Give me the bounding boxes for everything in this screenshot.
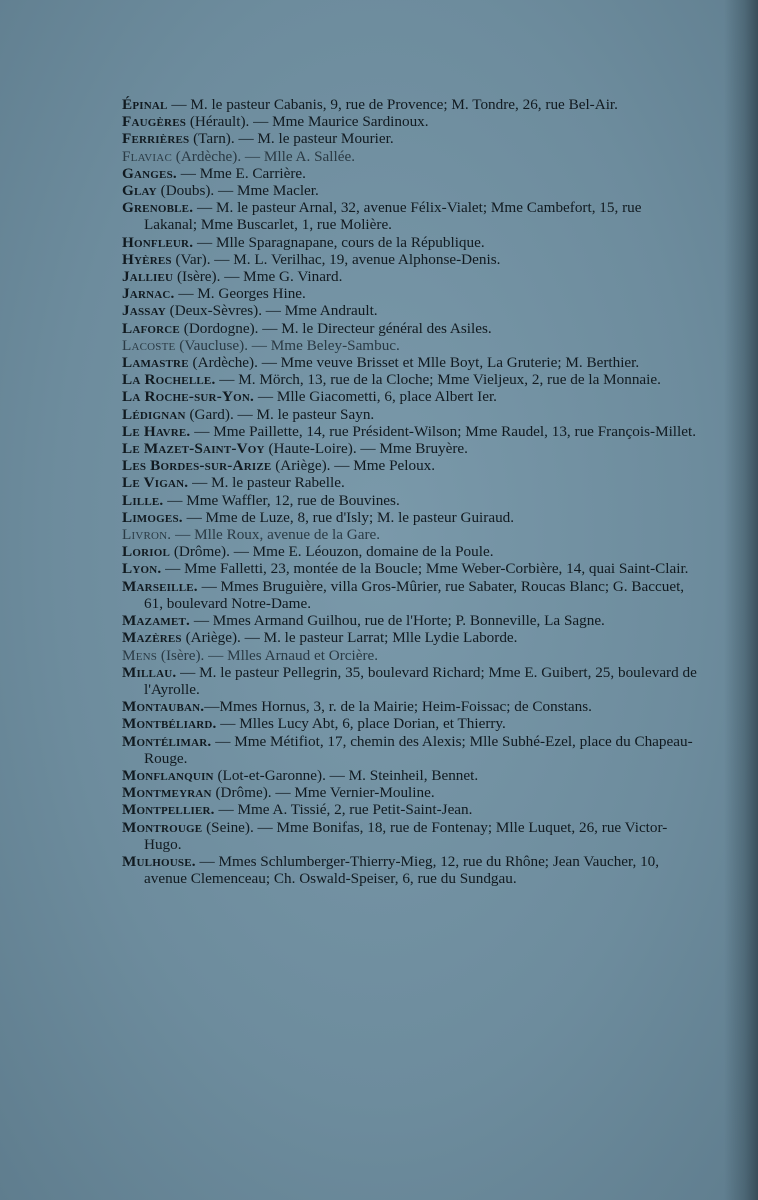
entry-text: — Mme E. Carrière. <box>176 164 306 182</box>
list-item <box>122 320 698 337</box>
entry-text: (Ardèche). — Mlle A. Sallée. <box>171 147 356 165</box>
place-name: Glay <box>122 182 157 200</box>
place-name: Honfleur. <box>122 233 194 251</box>
list-item <box>122 526 698 543</box>
place-name: Mulhouse. <box>122 852 196 870</box>
place-name: Montélimar. <box>122 732 212 750</box>
place-name: Lédignan <box>122 405 186 423</box>
entry-text: — Mme Waffler, 12, rue de Bouvines. <box>163 491 400 509</box>
place-name: La Rochelle. <box>122 371 216 389</box>
entry-text: (Haute-Loire). — Mme Bruyère. <box>264 440 468 458</box>
place-name: Marseille. <box>122 577 198 595</box>
place-name: Montbéliard. <box>122 715 217 733</box>
entry-text: (Var). — M. L. Verilhac, 19, avenue Alphonse-Denis. <box>171 250 501 268</box>
entry-text: (Seine). — Mme Bonifas, 18, rue de Fontenay; Mlle Luquet, 26, rue Victor-Hugo. <box>144 818 668 853</box>
entry-text: — M. le pasteur Pellegrin, 35, boulevard Richard; Mme E. Guibert, 25, boulevard de l'Ayrolle. <box>144 663 697 698</box>
entry-text: — Mlles Lucy Abt, 6, place Dorian, et Thierry. <box>216 715 506 733</box>
list-item <box>122 285 698 302</box>
entry-text: (Ardèche). — Mme veuve Brisset et Mlle Boyt, La Gruterie; M. Berthier. <box>188 354 640 372</box>
entry-text: —Mmes Hornus, 3, r. de la Mairie; Heim-Foissac; de Constans. <box>204 698 592 716</box>
place-name: Lille. <box>122 491 164 509</box>
list-item <box>122 130 698 147</box>
list-item <box>122 612 698 629</box>
place-name: Ganges. <box>122 164 177 182</box>
entry-text: — Mme A. Tissié, 2, rue Petit-Saint-Jean. <box>214 801 473 819</box>
list-item <box>122 853 698 887</box>
list-item <box>122 302 698 319</box>
list-item <box>122 819 698 853</box>
entry-text: — Mmes Armand Guilhou, rue de l'Horte; P. Bonneville, La Sagne. <box>190 612 605 630</box>
list-item <box>122 560 698 577</box>
list-item <box>122 182 698 199</box>
place-name: Livron. <box>122 526 172 544</box>
entry-text: (Ariège). — Mme Peloux. <box>271 457 436 475</box>
place-name: Hyères <box>122 250 172 268</box>
entry-text: — Mmes Schlumberger-Thierry-Mieg, 12, rue du Rhône; Jean Vaucher, 10, avenue Clemenceau; Ch. Oswald-Speiser, 6, rue du Sundgau. <box>144 852 660 888</box>
place-name: Laforce <box>122 319 180 337</box>
entry-text: (Ariège). — M. le pasteur Larrat; Mlle Lydie Laborde. <box>181 629 518 647</box>
entry-text: — Mlle Giacometti, 6, place Albert Ier. <box>254 388 497 406</box>
place-name: Loriol <box>122 543 171 561</box>
list-item <box>122 165 698 182</box>
place-name: Épinal <box>122 96 168 113</box>
list-item <box>122 784 698 801</box>
entry-text: (Isère). — Mme G. Vinard. <box>173 268 343 286</box>
place-name: Jallieu <box>122 268 174 286</box>
list-item <box>122 509 698 526</box>
list-item <box>122 715 698 732</box>
entry-text: — Mlle Roux, avenue de la Gare. <box>171 526 381 544</box>
place-name: Grenoble. <box>122 199 194 217</box>
place-name: Lacoste <box>122 336 176 354</box>
entry-text: (Hérault). — Mme Maurice Sardinoux. <box>186 113 429 131</box>
list-item <box>122 337 698 354</box>
entry-text: — Mmes Bruguière, villa Gros-Mûrier, rue Sabater, Roucas Blanc; G. Baccuet, 61, boulevard Notre-Dame. <box>144 577 685 612</box>
place-name: Montrouge <box>122 818 203 836</box>
list-item <box>122 578 698 612</box>
place-name: Jarnac. <box>122 285 175 303</box>
list-item <box>122 423 698 440</box>
place-name: Faugères <box>122 113 187 131</box>
entry-text: (Isère). — Mlles Arnaud et Orcière. <box>157 646 379 664</box>
place-name: Le Mazet-Saint-Voy <box>122 440 265 458</box>
list-item <box>122 268 698 285</box>
place-name: La Roche-sur-Yon. <box>122 388 255 406</box>
list-item <box>122 543 698 560</box>
list-item <box>122 148 698 165</box>
entry-text: — M. Georges Hine. <box>174 285 306 303</box>
place-name: Mazamet. <box>122 612 191 630</box>
list-item <box>122 698 698 715</box>
place-name: Montauban. <box>122 698 205 716</box>
entry-text: — Mme de Luze, 8, rue d'Isly; M. le pasteur Guiraud. <box>182 508 515 526</box>
entry-text: (Drôme). — Mme E. Léouzon, domaine de la Poule. <box>170 543 494 561</box>
list-item <box>122 474 698 491</box>
entry-text: (Doubs). — Mme Macler. <box>156 182 319 200</box>
page-spine-shadow <box>724 0 758 1200</box>
place-name: Le Havre. <box>122 422 191 440</box>
entry-text: (Dordogne). — M. le Directeur général des Asiles. <box>179 319 492 337</box>
place-name: Montpellier. <box>122 801 215 819</box>
list-item <box>122 251 698 268</box>
list-item <box>122 406 698 423</box>
entry-text: — Mme Métifiot, 17, chemin des Alexis; Mlle Subhé-Ezel, place du Chapeau-Rouge. <box>144 732 693 767</box>
list-item <box>122 457 698 474</box>
list-item <box>122 440 698 457</box>
place-name: Monflanquin <box>122 766 214 784</box>
entry-text: (Gard). — M. le pasteur Sayn. <box>185 405 375 423</box>
entry-text: — Mme Falletti, 23, montée de la Boucle; Mme Weber-Corbière, 14, quai Saint-Clair. <box>161 560 689 578</box>
entry-text: (Tarn). — M. le pasteur Mourier. <box>189 130 394 148</box>
entry-text: — M. le pasteur Rabelle. <box>188 474 345 492</box>
place-name: Flaviac <box>122 147 172 165</box>
entry-text: — M. Mörch, 13, rue de la Cloche; Mme Vieljeux, 2, rue de la Monnaie. <box>215 371 661 389</box>
entry-text: — Mlle Sparagnapane, cours de la République. <box>193 233 485 251</box>
place-name: Jassay <box>122 302 166 320</box>
list-item <box>122 664 698 698</box>
list-item <box>122 113 698 130</box>
place-name: Limoges. <box>122 508 183 526</box>
place-name: Lamastre <box>122 354 189 372</box>
entry-text: (Deux-Sèvres). — Mme Andrault. <box>165 302 378 320</box>
list-item <box>122 629 698 646</box>
place-name: Millau. <box>122 663 177 681</box>
place-name: Ferrières <box>122 130 190 148</box>
list-item <box>122 801 698 818</box>
place-name: Mazères <box>122 629 182 647</box>
place-name: Les Bordes-sur-Arize <box>122 457 272 475</box>
list-item <box>122 767 698 784</box>
list-item <box>122 354 698 371</box>
entry-text: (Drôme). — Mme Vernier-Mouline. <box>211 784 435 802</box>
entry-text: — Mme Paillette, 14, rue Président-Wilson; Mme Raudel, 13, rue François-Millet. <box>190 422 696 440</box>
place-name: Mens <box>122 646 158 664</box>
list-item <box>122 733 698 767</box>
list-item <box>122 199 698 233</box>
entry-text: — M. le pasteur Cabanis, 9, rue de Provence; M. Tondre, 26, rue Bel-Air. <box>167 96 618 113</box>
list-item <box>122 234 698 251</box>
place-name: Le Vigan. <box>122 474 189 492</box>
list-item <box>122 647 698 664</box>
address-list <box>122 96 698 887</box>
list-item <box>122 388 698 405</box>
entry-text: (Lot-et-Garonne). — M. Steinheil, Bennet. <box>213 766 479 784</box>
list-item <box>122 371 698 388</box>
place-name: Montmeyran <box>122 784 212 802</box>
list-item <box>122 492 698 509</box>
entry-text: (Vaucluse). — Mme Beley-Sambuc. <box>175 336 400 354</box>
list-item <box>122 96 698 113</box>
place-name: Lyon. <box>122 560 162 578</box>
entry-text: — M. le pasteur Arnal, 32, avenue Félix-Vialet; Mme Cambefort, 15, rue Lakanal; Mme Buscarlet, 1, rue Molière. <box>144 199 642 234</box>
